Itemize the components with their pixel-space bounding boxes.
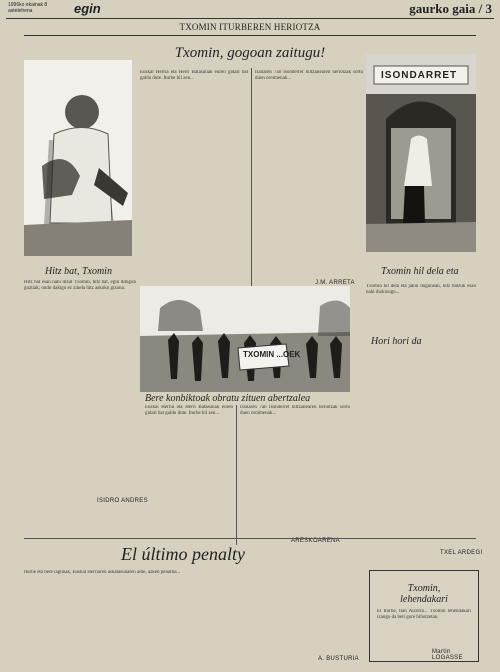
centre-lower-col-2-lead: Irailaren 7an Isonderret hiltzailearen heriotzak sortu duen oroimenak... — [240, 405, 350, 416]
march-banner: TXOMIN ...OEK — [243, 350, 301, 359]
issue-date: 1996ko ekainak 8 astelehena — [8, 2, 48, 14]
article-column-b — [255, 70, 363, 285]
byline-ardegi: TXEL ARDEGI — [440, 550, 483, 556]
box-text — [377, 609, 471, 647]
portrait-photo — [24, 60, 132, 256]
bottom-article-text-lead: Iturbe eta bere lagunak, Euskal Herriaren askatasunaren alde, azken penaltia... — [24, 570, 181, 575]
article-column-a-lead: Euskal Herria eta Herri Batasunak euren gidari bat galdu dute. Iturbe hil zen... — [140, 70, 248, 81]
byline-logasse: Martin LOGASSE — [432, 649, 463, 661]
right-middle-text — [366, 284, 476, 554]
box-title: Txomin, lehendakari — [400, 583, 448, 605]
prison-caption: Txomin hil dela eta — [381, 266, 459, 277]
portrait-caption: Hitz bat, Txomin — [45, 266, 112, 277]
masthead — [6, 0, 494, 19]
box-text-lead: El Iturbe, Ilan Aizorra... Txomin lehendakari izango da beti gure bihotzetan. — [377, 609, 471, 620]
lehendakari-box — [369, 570, 479, 662]
headline: Txomin, gogoan zaitugu! — [174, 45, 326, 61]
byline-areskoarena: ARESKOARENA — [291, 538, 340, 544]
byline-arreta: J.M. ARRETA — [315, 280, 355, 286]
kicker-rule — [24, 35, 476, 36]
right-middle-text-lead: Txomin hil dela eta jakin dugunean, hitz batzuk esan nahi dizkizugu... — [366, 284, 476, 295]
centre-lower-col-1-lead: Euskal Herria eta Herri Batasunak euren gidari bat galdu dute. Iturbe hil zen... — [145, 405, 233, 416]
left-middle-text-lead: Hitz bat esan nahi dizut Txomin, hitz bat, egin ditugun guztiak; ondo dakigu ez zinela hitz askoko gizona. — [24, 280, 136, 291]
paper-name: egin — [74, 1, 101, 16]
left-middle-text — [24, 280, 136, 500]
bottom-article-text — [24, 570, 354, 660]
right-subhead: Hori hori da — [371, 336, 422, 347]
bottom-article-title: El último penalty — [121, 544, 245, 564]
byline-isidro: ISIDRO ANDRES — [97, 498, 148, 504]
article-column-a — [140, 70, 248, 285]
section-title: gaurko gaia / 3 — [409, 1, 492, 16]
prison-sign: ISONDARRET — [381, 70, 458, 81]
march-caption: Bere konbiktoak obratu zituen abertzalea — [145, 393, 311, 404]
article-column-b-lead: Irailaren 7an Isonderret hiltzailearen heriotzak sortu duen oroimenak... — [255, 70, 363, 81]
centre-lower-col-2 — [240, 405, 350, 545]
prison-gate-photo — [366, 54, 476, 252]
march-photo — [140, 286, 350, 392]
centre-lower-col-1 — [145, 405, 233, 545]
byline-busturia: A. BUSTURIA — [318, 656, 359, 662]
article-kicker: TXOMIN ITURBEREN HERIOTZA — [179, 22, 321, 32]
